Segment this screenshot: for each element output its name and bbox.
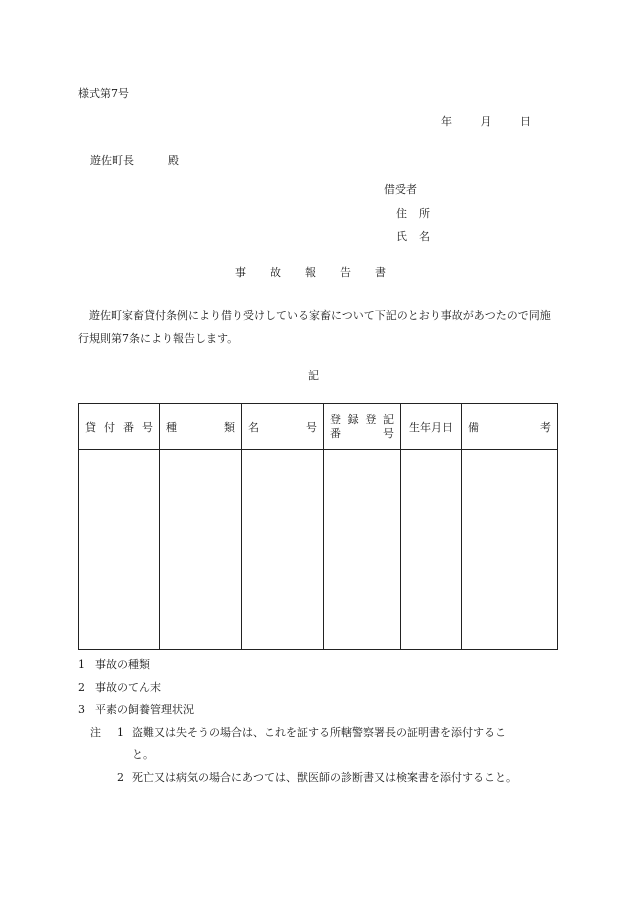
name-label: 氏 名 <box>396 230 430 243</box>
form-number: 様式第7号 <box>78 87 129 100</box>
borrower-label: 借受者 <box>384 183 417 196</box>
cell-registration-number[interactable] <box>324 450 401 650</box>
table-row <box>79 450 558 650</box>
cell-remarks[interactable] <box>462 450 558 650</box>
document-title: 事 故 報 告 書 <box>235 266 386 279</box>
addressee: 遊佐町長 <box>90 154 134 167</box>
note-item: 1 盗難又は失そうの場合は、これを証する所轄警察署長の証明書を添付するこ <box>117 726 506 739</box>
header-kind: 種 類 <box>160 404 242 450</box>
cell-name[interactable] <box>242 450 324 650</box>
cell-birth-date[interactable] <box>401 450 462 650</box>
notes-label: 注 <box>90 726 101 739</box>
addressee-line <box>90 152 179 168</box>
list-item: 1 事故の種類 <box>78 658 150 671</box>
address-label: 住 所 <box>396 207 430 220</box>
list-item: 2 事故のてん末 <box>78 681 161 694</box>
date-day-label: 日 <box>520 115 531 128</box>
header-registration-number: 登 録 登 記 番 号 <box>324 404 401 450</box>
header-loan-number: 貸 付 番 号 <box>79 404 160 450</box>
cell-kind[interactable] <box>160 450 242 650</box>
date-year-label: 年 <box>441 115 452 128</box>
note-continuation: と。 <box>132 748 154 761</box>
body-text: 遊佐町家畜貸付条例により借り受けしている家畜について下記のとおり事故があつたので同施行規則第7条により報告します。 <box>78 309 551 345</box>
honorific: 殿 <box>168 154 179 167</box>
list-item: 3 平素の飼養管理状況 <box>78 703 194 716</box>
header-name: 名 号 <box>242 404 324 450</box>
date-line <box>441 113 531 129</box>
note-item: 2 死亡又は病気の場合にあつては、獣医師の診断書又は検案書を添付すること。 <box>117 771 517 784</box>
record-table <box>78 403 558 650</box>
ki-heading: 記 <box>308 369 319 382</box>
header-remarks: 備 考 <box>462 404 558 450</box>
header-birth-date: 生年月日 <box>401 404 462 450</box>
date-month-label: 月 <box>480 115 492 128</box>
cell-loan-number[interactable] <box>79 450 160 650</box>
